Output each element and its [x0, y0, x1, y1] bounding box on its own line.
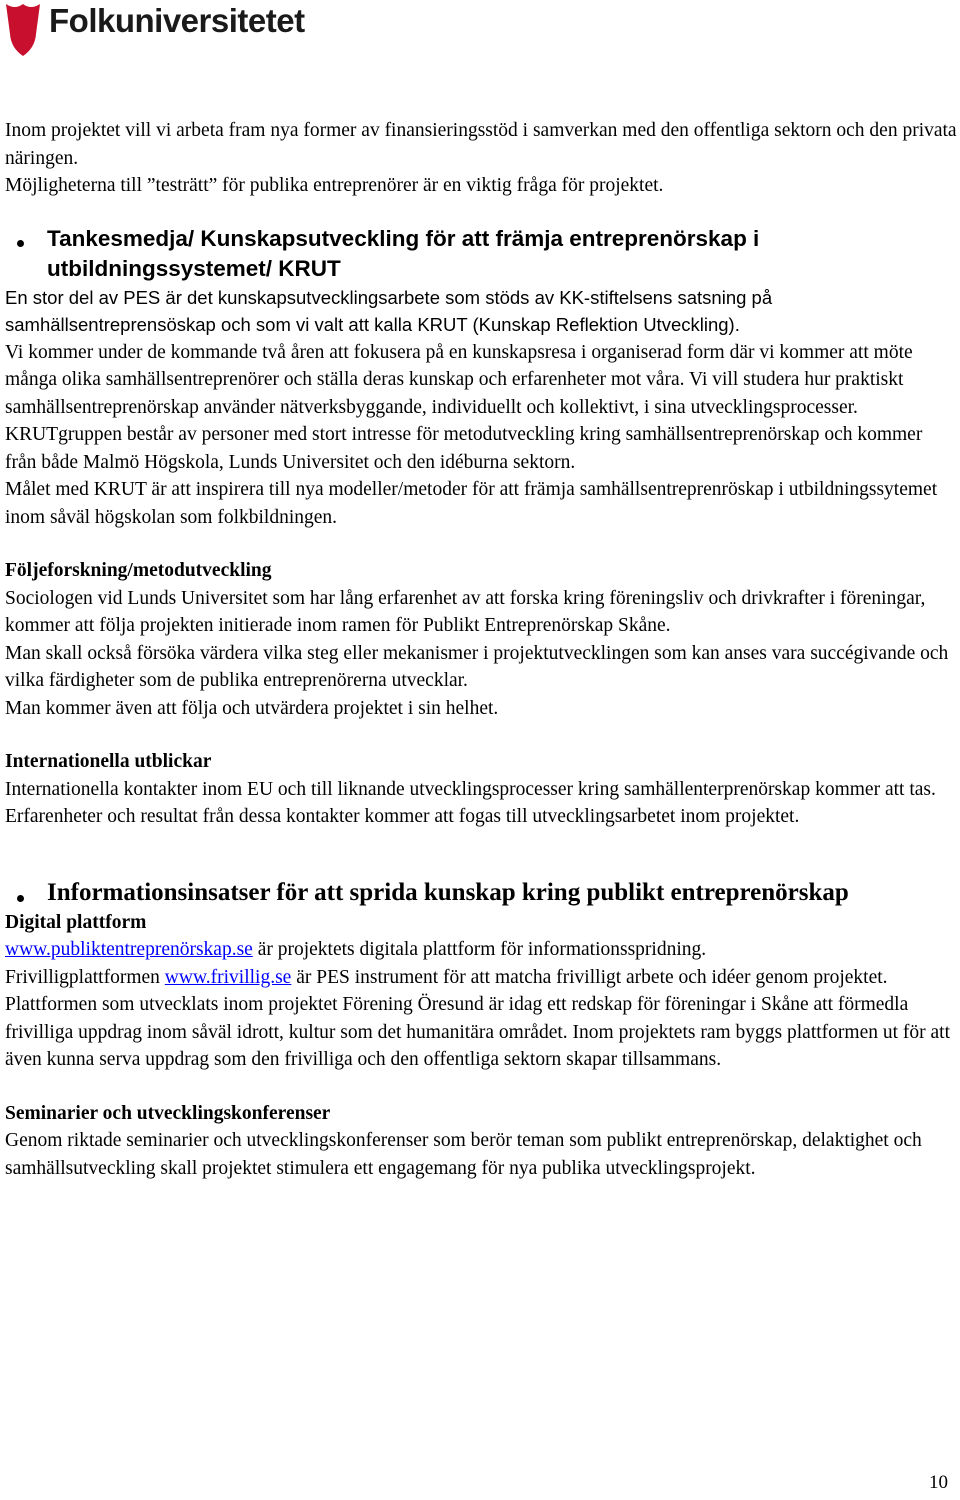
- internationella-paragraph-1: Internationella kontakter inom EU och till liknande utvecklingsprocesser kring samhällenterprenörskap kommer att tas. Erfarenheter och resultat från dessa kontakter kommer att fogas till utvecklingsarbetet inom projektet.: [5, 778, 936, 827]
- foljeforskning-paragraph-2: Man skall också försöka värdera vilka steg eller mekanismer i projektutvecklingen som kan anses vara succégivande och vilka färdigheter som de publika entreprenörerna utvecklar.: [5, 642, 949, 691]
- krut-paragraph-1: En stor del av PES är det kunskapsutvecklingsarbete som stöds av KK-stiftelsens satsning på samhällsentreprensöskap och som vi valt att kalla KRUT (Kunskap Reflektion Utveckling).: [5, 286, 773, 335]
- frivillig-link[interactable]: www.frivillig.se: [164, 966, 292, 988]
- digital-platform-text-2a: Frivilligplattformen: [5, 966, 165, 988]
- info-heading: Informationsinsatser för att sprida kunskap kring publikt entreprenörskap: [47, 878, 849, 906]
- foljeforskning-paragraph-3: Man kommer även att följa och utvärdera projektet i sin helhet.: [5, 697, 499, 719]
- digital-platform-paragraph-2: [5, 964, 957, 1074]
- seminarier-heading: Seminarier och utvecklingskonferenser: [5, 1102, 331, 1124]
- intro-paragraph-2: Möjligheterna till ”testrätt” för publika entreprenörer är en viktig fråga för projektet.: [5, 175, 664, 196]
- krut-paragraph-4: Målet med KRUT är att inspirera till nya modeller/metoder för att främja samhällsentreprenröskap i utbildningssytemet inom såväl högskolan som folkbildningen.: [5, 479, 938, 528]
- logo-text: Folkuniversitetet: [49, 2, 305, 39]
- document-body: [5, 117, 957, 1182]
- digital-platform-text-2b: är PES instrument för att matcha frivilligt arbete och idéer genom projektet. Plattformen som utvecklats inom projektet Förening Öresund är idag ett redskap för föreningar i Skåne att förmedla frivilliga uppdrag inom såväl idrott, kultur som det humanitära området. Inom projektets ram byggs plattformen ut för att även kunna serva uppdrag som den frivilliga och den offentliga sektorn skapar tillsammans.: [5, 966, 950, 1070]
- krut-paragraph-2: [5, 339, 957, 422]
- bullet-icon: [5, 877, 47, 907]
- digital-platform-text-1: är projektets digitala plattform för informationsspridning.: [252, 939, 707, 960]
- foljeforskning-paragraph-1: Sociologen vid Lunds Universitet som har lång erfarenhet av att forska kring föreningsliv och drivkrafter i föreningar, kommer att följa projekten initierade inom ramen för Publikt Entreprenörskap Skåne.: [5, 587, 926, 636]
- krut-heading: Tankesmedja/ Kunskapsutveckling för att främja entreprenörskap i utbildningssystemet/ KRUT: [47, 225, 760, 281]
- section-heading-krut: [5, 224, 957, 284]
- digital-platform-heading: Digital plattform: [5, 911, 147, 933]
- seminarier-paragraph-1: Genom riktade seminarier och utvecklingskonferenser som berör teman som publikt entreprenörskap, delaktighet och samhällsutveckling skall projektet stimulera ett engagemang för nya publika utvecklingsprojekt.: [5, 1130, 922, 1179]
- page-number: 10: [929, 1472, 948, 1493]
- bullet-icon: [5, 224, 47, 252]
- header-logo: [5, 0, 305, 62]
- publiktentreprenorskap-link[interactable]: www.publiktentreprenörskap.se: [5, 939, 253, 960]
- krut-paragraph-2b: Vi vill studera hur praktiskt samhällsentreprenörskap använder nätverksbyggande, individuellt och kollektivt, i sina utvecklingsprocesser.: [5, 369, 904, 418]
- krut-paragraph-2a: Vi kommer under de kommande två åren att fokusera på en kunskapsresa i organiserad form där vi kommer att möte många olika samhällsentreprenörer och ställa deras kunskap och erfarenheter mot våra.: [5, 341, 913, 390]
- intro-paragraph-1: Inom projektet vill vi arbeta fram nya former av finansieringsstöd i samverkan med den offentliga sektorn och den privata näringen.: [5, 120, 957, 169]
- foljeforskning-heading: Följeforskning/metodutveckling: [5, 560, 272, 581]
- crest-icon: [5, 0, 41, 62]
- internationella-heading: Internationella utblickar: [5, 751, 212, 772]
- section-heading-info: [5, 877, 957, 909]
- krut-section: [5, 284, 957, 339]
- digital-platform-paragraph-1: [5, 936, 957, 964]
- krut-paragraph-3: KRUTgruppen består av personer med stort intresse för metodutveckling kring samhällsentreprenörskap och kommer från både Malmö Högskola, Lunds Universitet och den idéburna sektorn.: [5, 424, 923, 473]
